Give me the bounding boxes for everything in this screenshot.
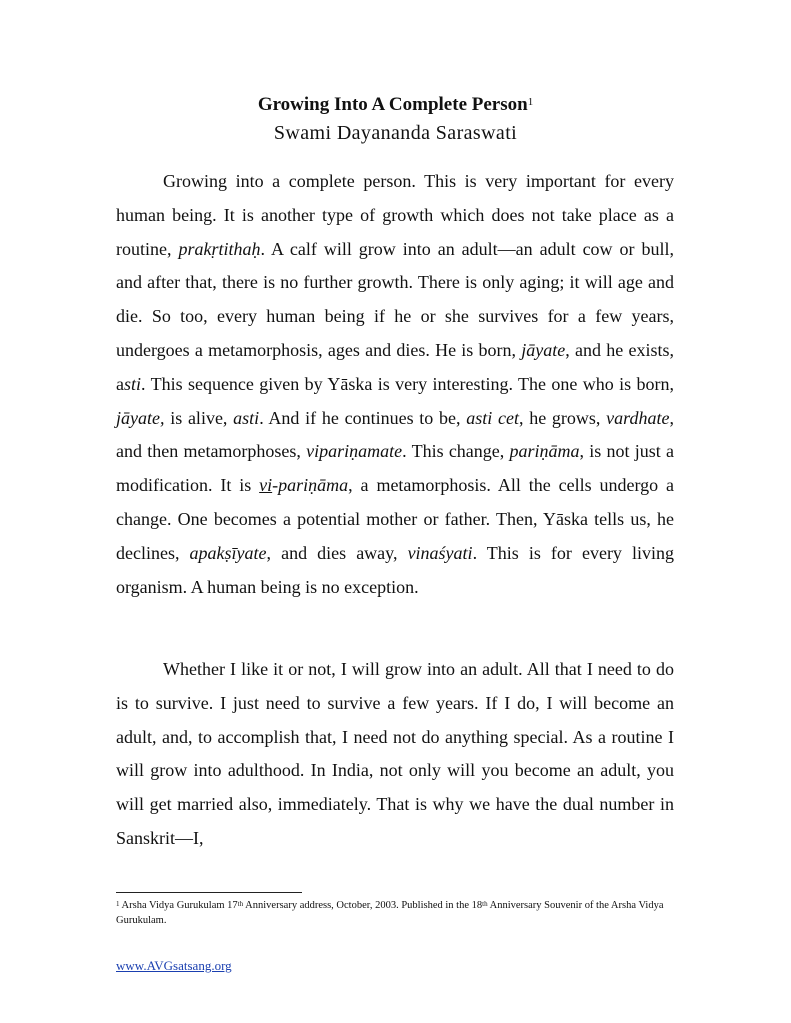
sanskrit-term: pariṇāma [509,441,580,462]
text-run: . This sequence given by Yāska is very interesting. The one who is born, [141,373,674,394]
footnote-text-3: Anniversary Souvenir of the Arsha Vidya Gurukulam. [116,900,664,926]
sanskrit-term: jāyate, [116,407,165,428]
author-name: Swami Dayananda Saraswati [273,122,518,144]
text-run: , and then metamorphoses, [116,407,674,462]
footnote-divider [116,892,302,893]
website-link[interactable]: www.AVGsatsang.org [116,958,232,973]
paragraph-1 [116,165,674,604]
text-run: Growing into a complete person. This is very important for every human being. It is another type of growth which does not take place as a routine, [116,171,674,259]
document-title [0,93,791,117]
sanskrit-term: asti cet [466,407,519,428]
sanskrit-term: vi [259,475,273,496]
sanskrit-term: apakṣīyate [189,542,267,563]
title-text: Growing Into A Complete Person [257,94,528,115]
text-run: . A calf will grow into an adult—an adult cow or bull, and after that, there is no further growth. There is only aging; it will age and die. So too, every human being if he or she survives for a few years, undergoes a metamorphosis, ages and dies. He is born, [116,238,674,360]
text-run: , he grows, [518,407,607,428]
sanskrit-term: pariṇāma [278,475,349,496]
text-run: , is not just a modification. It is [116,441,674,496]
text-run: . This is for every living organism. A human being is no exception. [116,542,674,597]
text-run: , and he exists, a [116,339,674,394]
footnote-text-1: Arsha Vidya Gurukulam 17 [119,900,238,911]
sanskrit-term: prakṛtithaḥ [178,238,261,259]
paragraph-2 [116,653,674,856]
text-run: , a metamorphosis. All the cells undergo a change. One becomes a potential mother or father. Then, Yāska tells us, he declines, [116,475,675,563]
sanskrit-term: asti [233,407,260,428]
footnote-marker: 1 [116,900,120,908]
sanskrit-term: vipariṇamate [306,441,403,462]
text-run: . And if he continues to be, [259,407,467,428]
footnote-sup-1: th [237,900,244,908]
text-run: . This change, [402,441,510,462]
text-run: Whether I like it or not, I will grow into an adult. All that I need to do is to survive. I just need to survive a few years. If I do, I will become an adult, and, to accomplish that, I need not do anything special. As a routine I will grow into adulthood. In India, not only will you become an adult, you will get married also, immediately. That is why we have the dual number in Sanskrit—I, [116,659,674,848]
text-run: is alive, [164,407,234,428]
text-run: , and dies away, [266,542,408,563]
sanskrit-term: sti [124,373,142,394]
sanskrit-term: vardhate [606,407,670,428]
sanskrit-term: jāyate [521,339,566,360]
footnote-sup-2: th [482,900,488,908]
title-footnote-marker: 1 [527,96,534,108]
footnote-text-2: Anniversary address, October, 2003. Published in the 18 [243,900,483,911]
sanskrit-term: - [272,475,279,496]
sanskrit-term: vinaśyati [407,542,473,563]
footnote [116,898,676,928]
